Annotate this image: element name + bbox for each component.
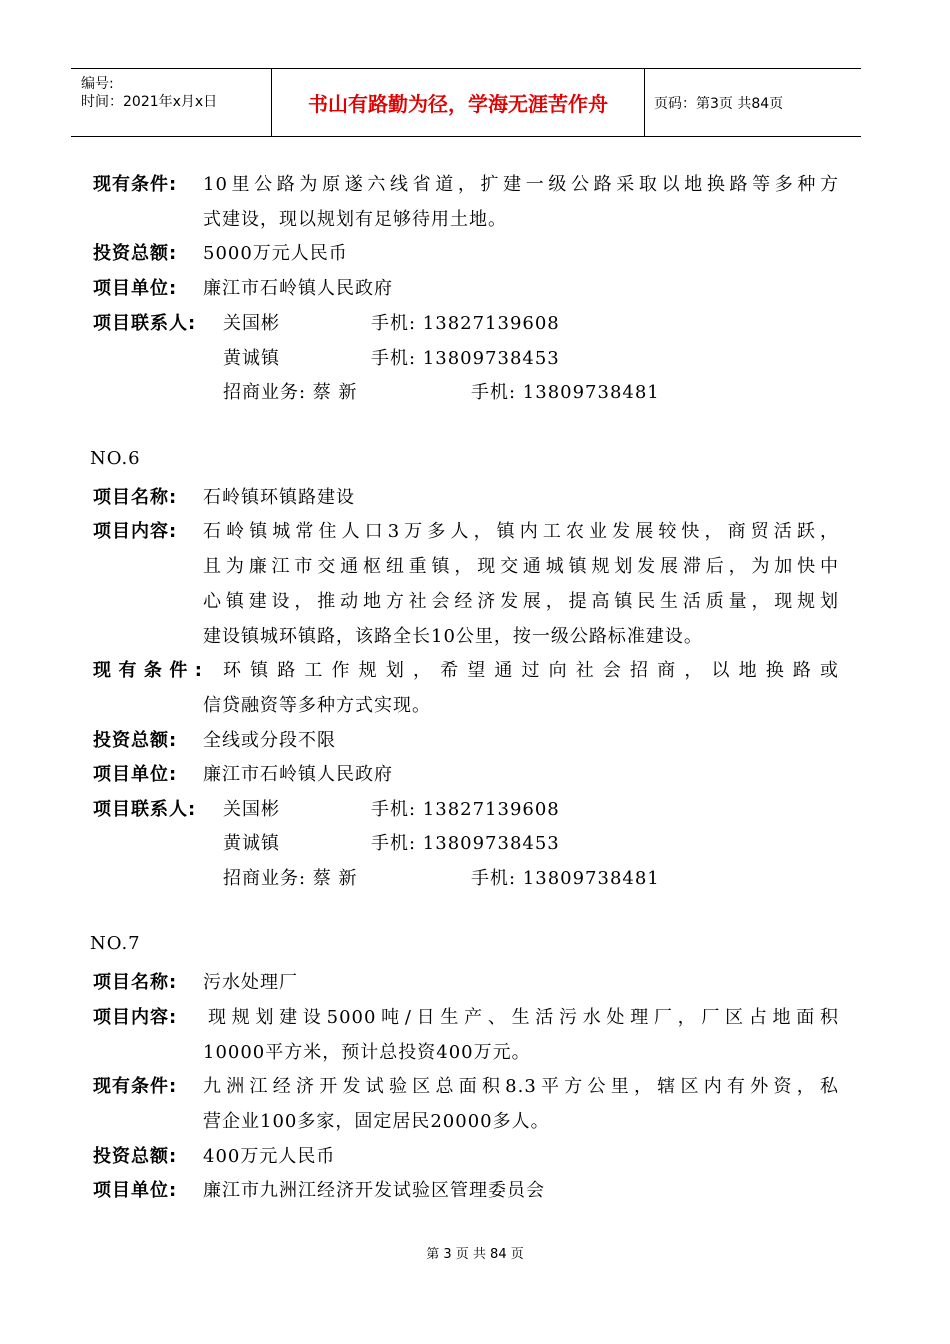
content-text-line: 现规划建设5000吨/日生产、生活污水处理厂，厂区占地面积 (208, 1007, 839, 1028)
cond-text-line: 环镇路工作规划，希望通过向社会招商，以地换路或 (223, 660, 839, 681)
header-motto: 书山有路勤为径，学海无涯苦作舟 (271, 69, 645, 136)
cond-text-line: 信贷融资等多种方式实现。 (203, 695, 431, 716)
contact-label: 项目联系人: (93, 799, 197, 820)
project-number: NO.6 (90, 448, 141, 469)
unit-label: 项目单位: (93, 1180, 178, 1201)
invest-value: 5000万元人民币 (203, 243, 348, 264)
project-number: NO.7 (90, 933, 141, 954)
contact-phone: 手机: 13827139608 (371, 799, 560, 820)
name-value: 石岭镇环镇路建设 (203, 487, 355, 508)
contact-phone: 手机: 13809738453 (371, 348, 560, 369)
page-header (71, 68, 861, 137)
name-value: 污水处理厂 (203, 972, 298, 993)
content-text-line: 建设镇城环镇路，该路全长10公里，按一级公路标准建设。 (203, 626, 703, 647)
invest-label: 投资总额: (93, 1146, 178, 1167)
page-footer: 第 3 页 共 84 页 (426, 1247, 524, 1262)
name-label: 项目名称: (93, 972, 178, 993)
time-label: 时间：2021年x月x日 (81, 94, 218, 110)
name-label: 项目名称: (93, 487, 178, 508)
invest-value: 400万元人民币 (203, 1146, 336, 1167)
contact-phone: 手机: 13809738481 (471, 868, 660, 889)
cond-text-line: 10里公路为原遂六线省道，扩建一级公路采取以地换路等多种方 (203, 174, 839, 195)
content-text-line: 石岭镇城常住人口3万多人，镇内工农业发展较快，商贸活跃， (203, 521, 839, 542)
content-text-line: 心镇建设，推动地方社会经济发展，提高镇民生活质量，现规划 (203, 591, 839, 612)
contact-name: 关国彬 (223, 313, 280, 334)
content-text-line: 10000平方米，预计总投资400万元。 (203, 1042, 531, 1063)
cond-text-line: 式建设，现以规划有足够待用土地。 (203, 209, 507, 230)
contact-name: 黄诚镇 (223, 348, 280, 369)
contact-name: 黄诚镇 (223, 833, 280, 854)
unit-value: 廉江市石岭镇人民政府 (203, 278, 393, 299)
cond-text-line: 营企业100多家，固定居民20000多人。 (203, 1111, 550, 1132)
unit-value: 廉江市石岭镇人民政府 (203, 764, 393, 785)
cond-label: 现有条件: (93, 174, 178, 195)
contact-label: 项目联系人: (93, 313, 197, 334)
content-text-line: 且为廉江市交通枢纽重镇，现交通城镇规划发展滞后，为加快中 (203, 556, 839, 577)
cond-label: 现有条件: (93, 660, 203, 681)
invest-value: 全线或分段不限 (203, 730, 336, 751)
content-label: 项目内容: (93, 1007, 178, 1028)
contact-phone: 手机: 13809738481 (471, 382, 660, 403)
number-label: 编号: (81, 76, 114, 92)
contact-name: 招商业务: 蔡 新 (223, 382, 358, 403)
unit-label: 项目单位: (93, 764, 178, 785)
unit-label: 项目单位: (93, 278, 178, 299)
contact-name: 关国彬 (223, 799, 280, 820)
cond-label: 现有条件: (93, 1076, 178, 1097)
invest-label: 投资总额: (93, 243, 178, 264)
contact-name: 招商业务: 蔡 新 (223, 868, 358, 889)
header-meta (71, 69, 271, 136)
cond-text-line: 九洲江经济开发试验区总面积8.3平方公里，辖区内有外资，私 (203, 1076, 839, 1097)
contact-phone: 手机: 13827139608 (371, 313, 560, 334)
invest-label: 投资总额: (93, 730, 178, 751)
unit-value: 廉江市九洲江经济开发试验区管理委员会 (203, 1180, 545, 1201)
contact-phone: 手机: 13809738453 (371, 833, 560, 854)
header-page-info: 页码：第3页 共84页 (654, 95, 784, 112)
content-label: 项目内容: (93, 521, 178, 542)
